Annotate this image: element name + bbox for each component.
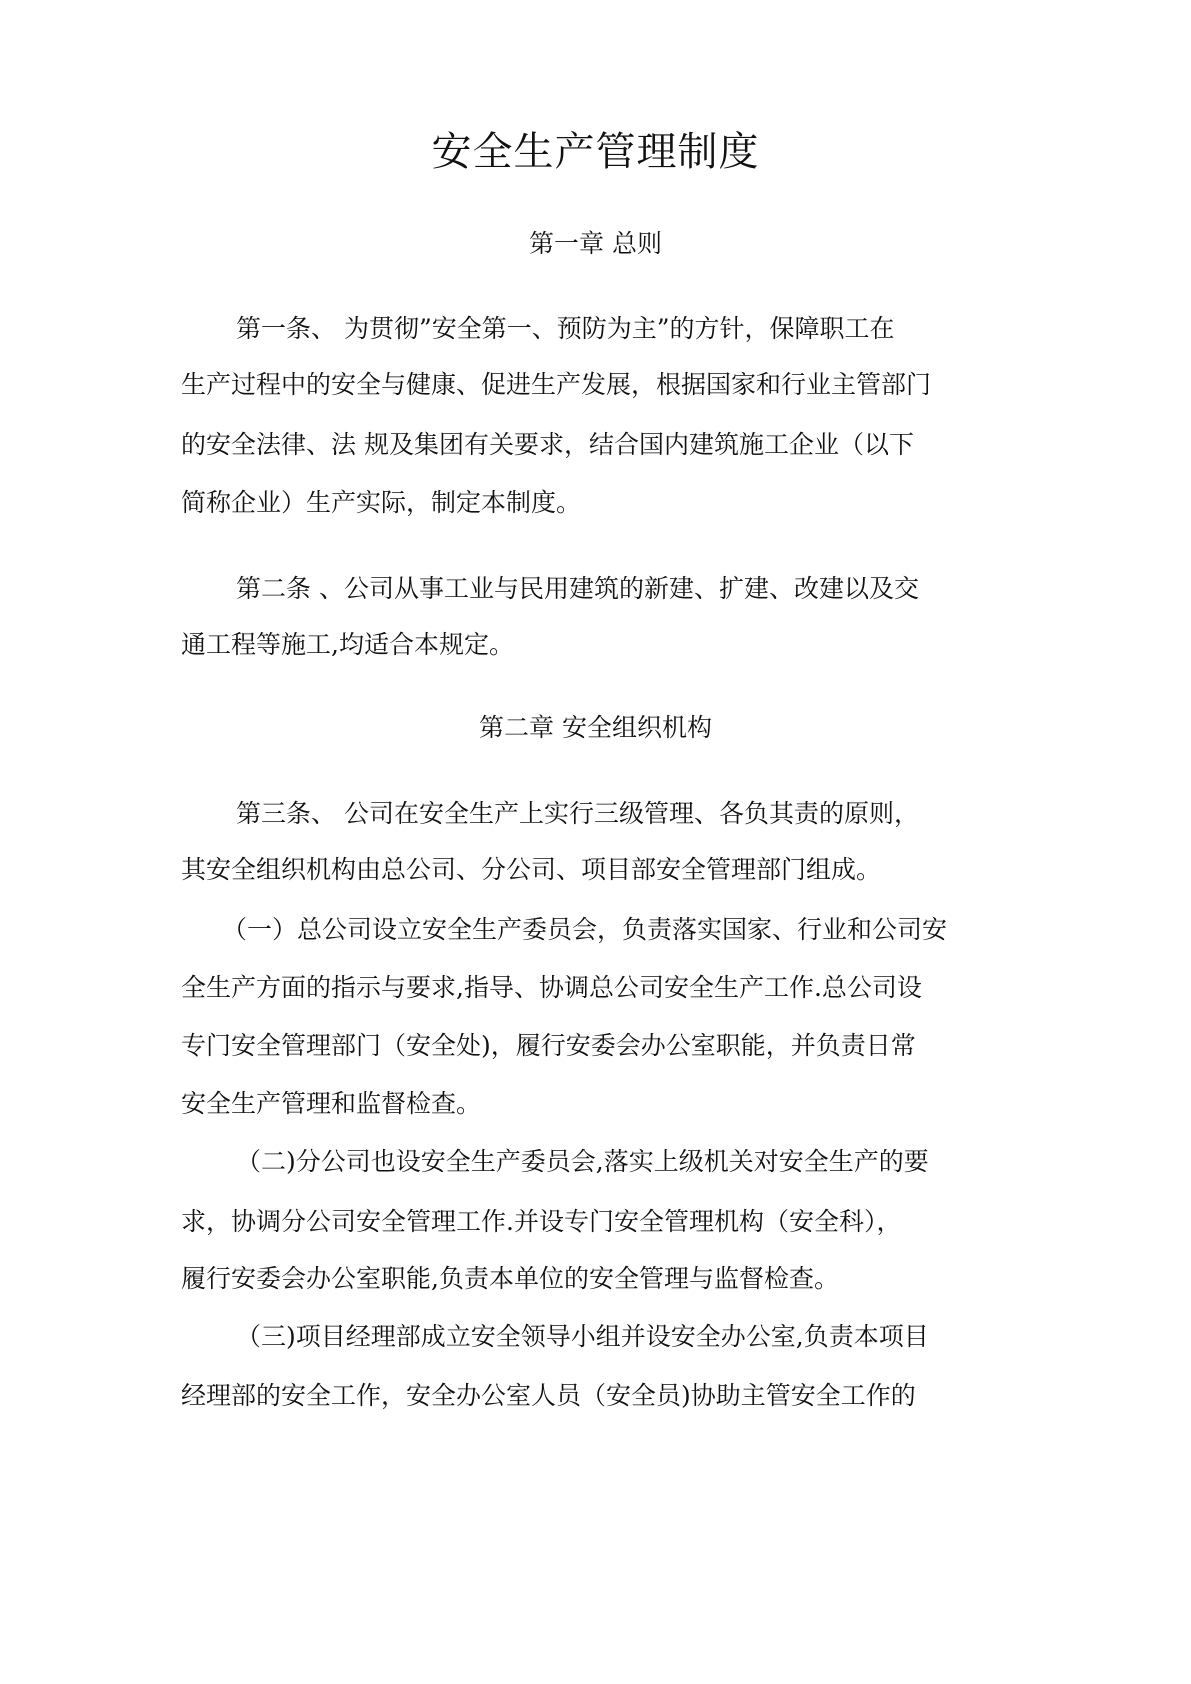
chapter-2-heading: 第二章 安全组织机构 [479,713,712,742]
item-1-line-2: 全生产方面的指示与要求,指导、协调总公司安全生产工作.总公司设 [181,973,922,1002]
article-3-line-1: 第三条、 公司在安全生产上实行三级管理、各负其责的原则， [236,799,919,828]
item-3-line-2: 经理部的安全工作，安全办公室人员（安全员)协助主管安全工作的 [181,1381,916,1410]
document-title: 安全生产管理制度 [431,129,760,175]
item-2-line-2: 求，协调分公司安全管理工作.并设专门安全管理机构（安全科）， [181,1207,902,1236]
item-2-line-1: （二)分公司也设安全生产委员会,落实上级机关对安全生产的要 [236,1147,929,1176]
article-1-line-1: 第一条、 为贯彻”安全第一、预防为主”的方针，保障职工在 [236,314,895,343]
article-1-line-3: 的安全法律、法 规及集团有关要求，结合国内建筑施工企业（以下 [181,430,914,459]
item-2-line-3: 履行安委会办公室职能,负责本单位的安全管理与监督检查。 [181,1264,839,1293]
chapter-1-heading: 第一章 总则 [529,229,662,258]
item-3-line-1: （三)项目经理部成立安全领导小组并设安全办公室,负责本项目 [236,1322,929,1351]
item-1-line-3: 专门安全管理部门（安全处)，履行安委会办公室职能，并负责日常 [181,1031,916,1060]
item-1-line-4: 安全生产管理和监督检查。 [181,1089,482,1118]
article-2-line-1: 第二条 、公司从事工业与民用建筑的新建、扩建、改建以及交 [236,574,919,603]
article-1-line-4: 简称企业）生产实际，制定本制度。 [181,488,582,517]
item-1-line-1: （一）总公司设立安全生产委员会，负责落实国家、行业和公司安 [222,915,948,944]
article-2-line-2: 通工程等施工,均适合本规定。 [181,630,514,659]
article-1-line-2: 生产过程中的安全与健康、促进生产发展，根据国家和行业主管部门 [181,370,932,399]
article-3-line-2: 其安全组织机构由总公司、分公司、项目部安全管理部门组成。 [181,855,882,884]
